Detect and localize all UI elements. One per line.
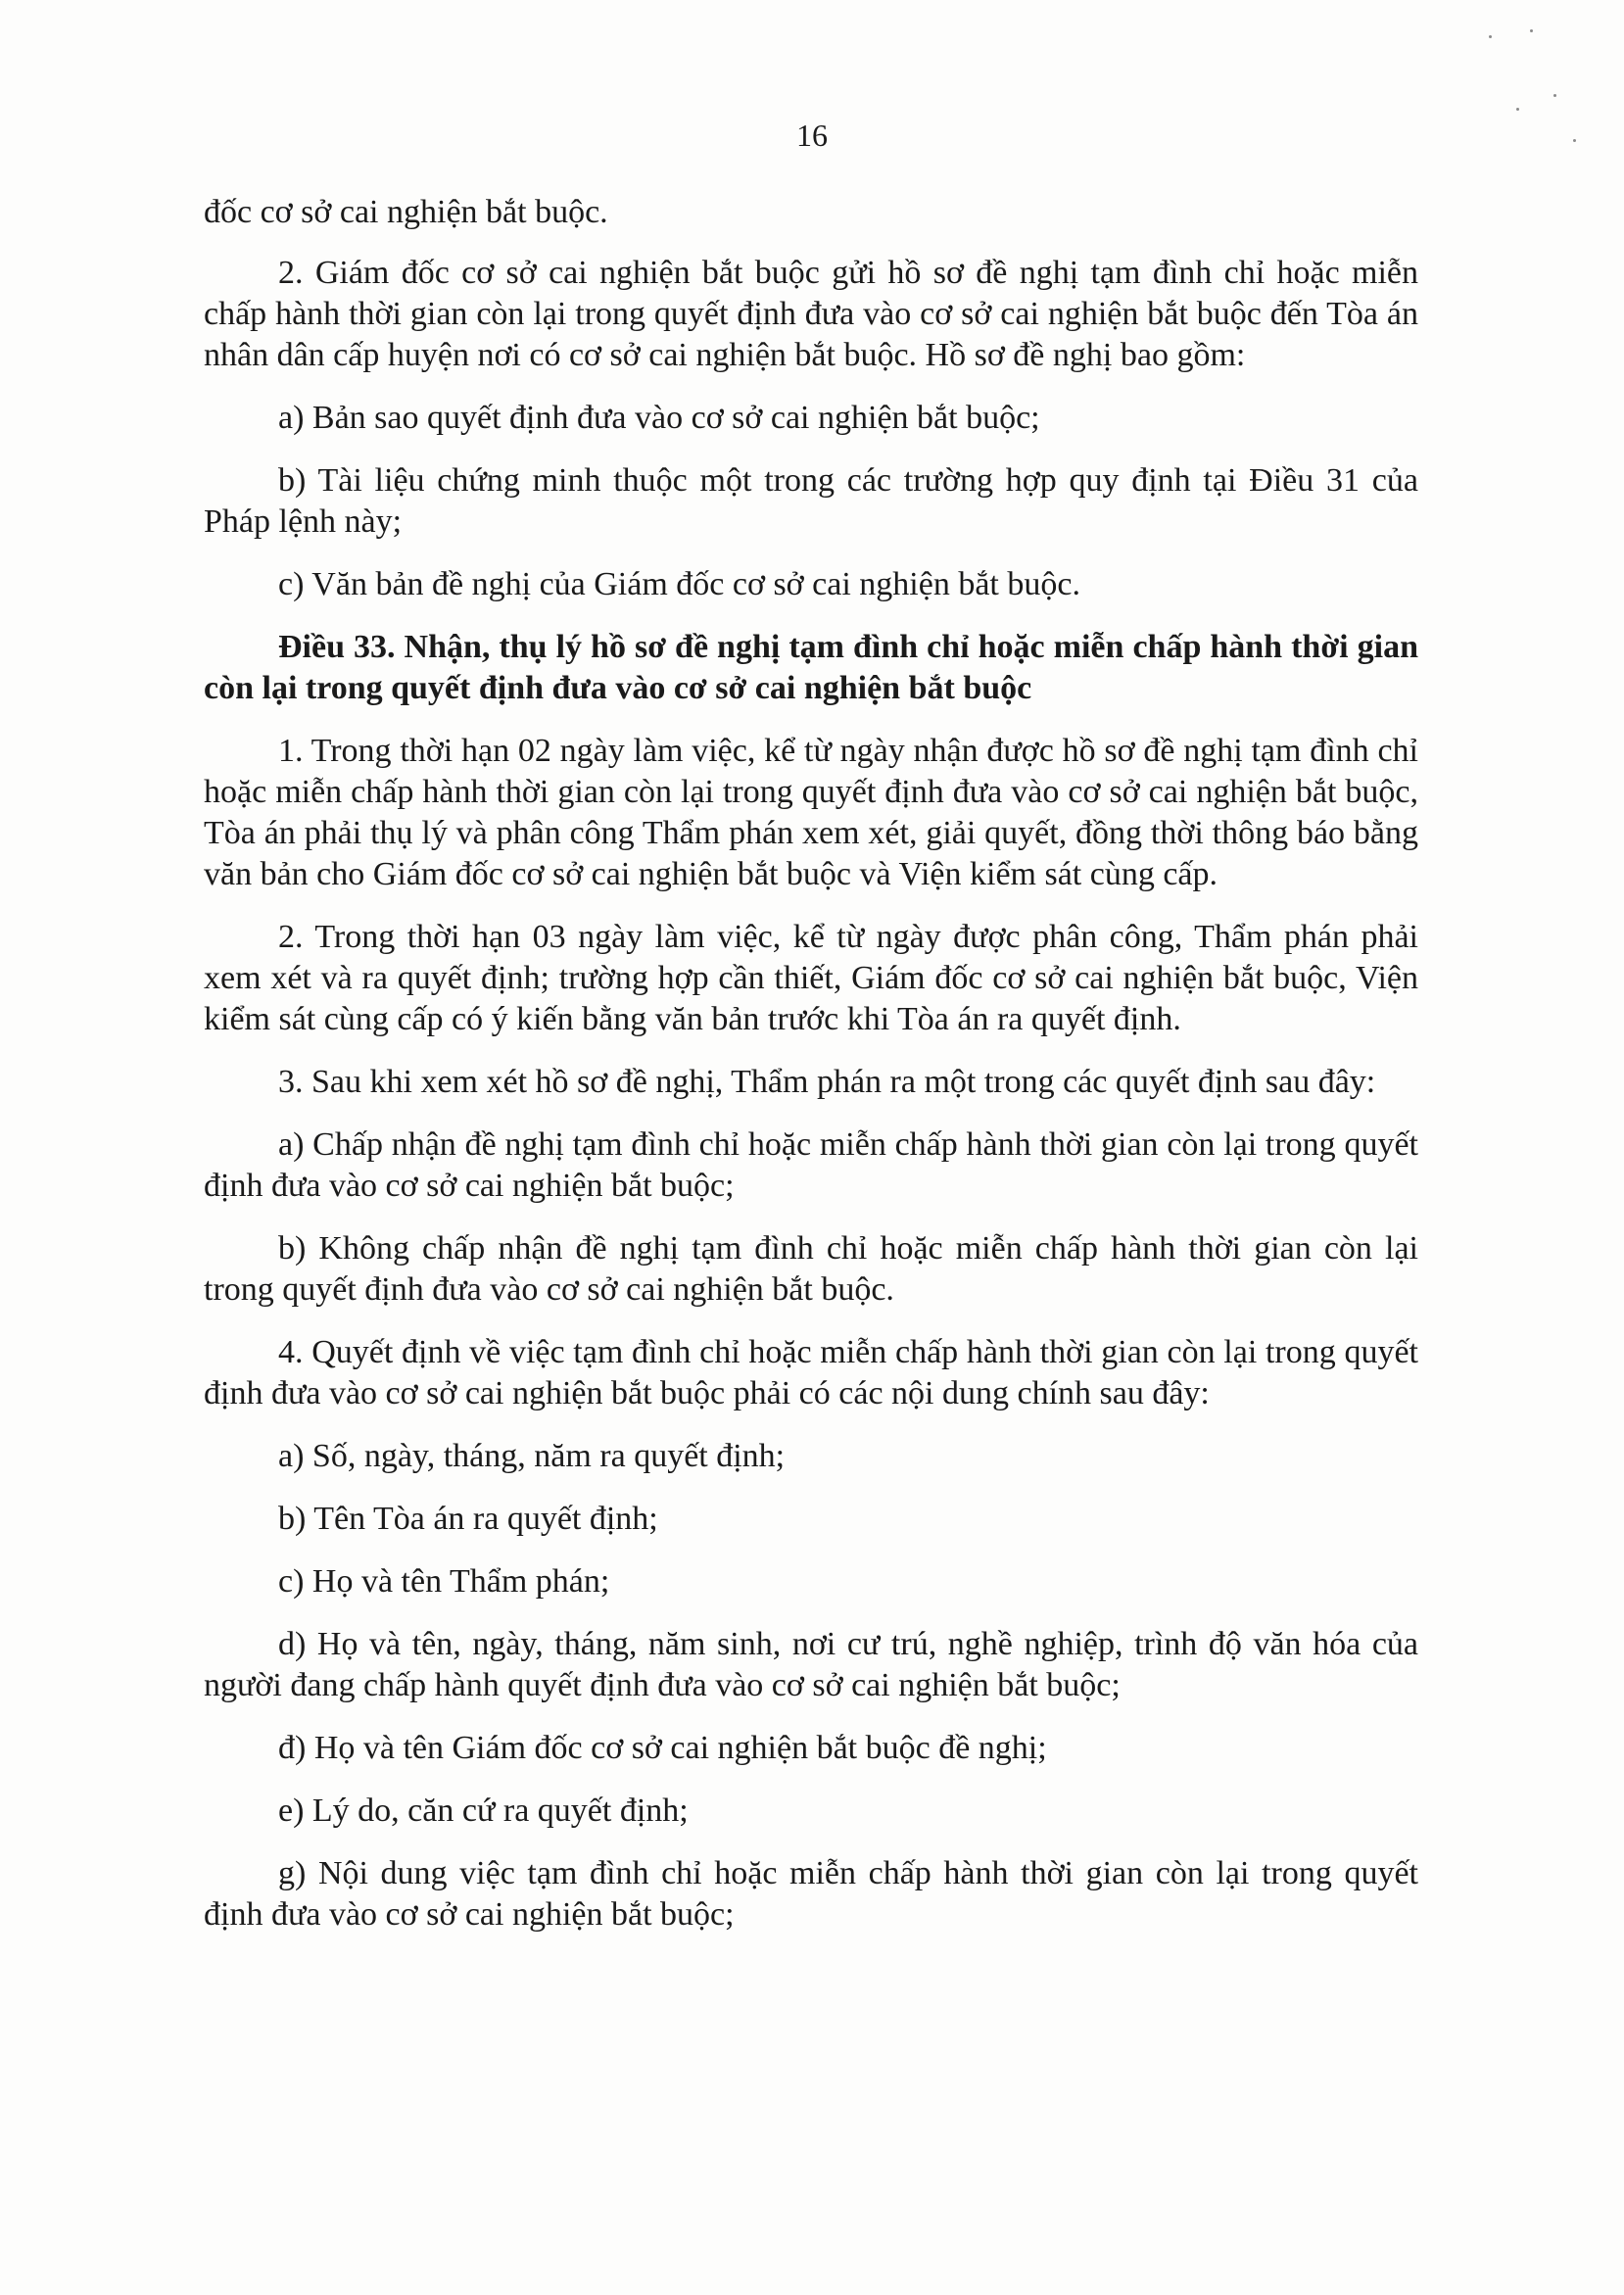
scan-speck bbox=[1530, 29, 1533, 32]
paragraph-item-c: c) Họ và tên Thẩm phán; bbox=[278, 1563, 610, 1600]
article-heading: Điều 33. Nhận, thụ lý hồ sơ đề nghị tạm đình chỉ hoặc miễn chấp hành thời gian còn lại trong quyết định đưa vào cơ sở cai nghiện bắt buộc bbox=[204, 629, 1418, 706]
scan-speck bbox=[1573, 139, 1576, 142]
paragraph-clause-2: 2. Trong thời hạn 03 ngày làm việc, kể từ ngày được phân công, Thẩm phán phải xem xét và ra quyết định; trường hợp cần thiết, Giám đốc cơ sở cai nghiện bắt buộc, Viện kiểm sát cùng cấp có ý kiến bằng văn bản trước khi Tòa án ra quyết định. bbox=[204, 919, 1418, 1037]
paragraph-item-c: c) Văn bản đề nghị của Giám đốc cơ sở cai nghiện bắt buộc. bbox=[278, 566, 1080, 602]
paragraph-item-e: e) Lý do, căn cứ ra quyết định; bbox=[278, 1793, 689, 1829]
scan-speck bbox=[1516, 108, 1519, 111]
paragraph-item-g: g) Nội dung việc tạm đình chỉ hoặc miễn chấp hành thời gian còn lại trong quyết định đưa vào cơ sở cai nghiện bắt buộc; bbox=[204, 1855, 1418, 1933]
paragraph-continuation: đốc cơ sở cai nghiện bắt buộc. bbox=[204, 194, 608, 230]
paragraph-item-a: a) Chấp nhận đề nghị tạm đình chỉ hoặc miễn chấp hành thời gian còn lại trong quyết định đưa vào cơ sở cai nghiện bắt buộc; bbox=[204, 1126, 1418, 1204]
page-number: 16 bbox=[796, 118, 828, 153]
paragraph-item-b: b) Tài liệu chứng minh thuộc một trong các trường hợp quy định tại Điều 31 của Pháp lệnh này; bbox=[204, 462, 1418, 540]
scan-speck bbox=[1489, 35, 1492, 38]
paragraph-item-d: d) Họ và tên, ngày, tháng, năm sinh, nơi cư trú, nghề nghiệp, trình độ văn hóa của người đang chấp hành quyết định đưa vào cơ sở cai nghiện bắt buộc; bbox=[204, 1626, 1418, 1703]
paragraph-item-a: a) Bản sao quyết định đưa vào cơ sở cai nghiện bắt buộc; bbox=[278, 400, 1040, 436]
paragraph-clause-2: 2. Giám đốc cơ sở cai nghiện bắt buộc gửi hồ sơ đề nghị tạm đình chỉ hoặc miễn chấp hành thời gian còn lại trong quyết định đưa vào cơ sở cai nghiện bắt buộc đến Tòa án nhân dân cấp huyện nơi có cơ sở cai nghiện bắt buộc. Hồ sơ đề nghị bao gồm: bbox=[204, 255, 1418, 373]
paragraph-clause-1: 1. Trong thời hạn 02 ngày làm việc, kể từ ngày nhận được hồ sơ đề nghị tạm đình chỉ hoặc miễn chấp hành thời gian còn lại trong quyết định đưa vào cơ sở cai nghiện bắt buộc, Tòa án phải thụ lý và phân công Thẩm phán xem xét, giải quyết, đồng thời thông báo bằng văn bản cho Giám đốc cơ sở cai nghiện bắt buộc và Viện kiểm sát cùng cấp. bbox=[204, 733, 1418, 892]
paragraph-item-dd: đ) Họ và tên Giám đốc cơ sở cai nghiện bắt buộc đề nghị; bbox=[278, 1730, 1047, 1766]
paragraph-clause-3: 3. Sau khi xem xét hồ sơ đề nghị, Thẩm phán ra một trong các quyết định sau đây: bbox=[278, 1064, 1376, 1100]
scan-speck bbox=[1553, 94, 1556, 97]
paragraph-item-b: b) Không chấp nhận đề nghị tạm đình chỉ hoặc miễn chấp hành thời gian còn lại trong quyết định đưa vào cơ sở cai nghiện bắt buộc. bbox=[204, 1230, 1418, 1308]
document-body bbox=[204, 192, 1418, 1957]
paragraph-item-b: b) Tên Tòa án ra quyết định; bbox=[278, 1501, 658, 1537]
paragraph-item-a: a) Số, ngày, tháng, năm ra quyết định; bbox=[278, 1438, 786, 1474]
paragraph-clause-4: 4. Quyết định về việc tạm đình chỉ hoặc miễn chấp hành thời gian còn lại trong quyết định đưa vào cơ sở cai nghiện bắt buộc phải có các nội dung chính sau đây: bbox=[204, 1334, 1418, 1411]
